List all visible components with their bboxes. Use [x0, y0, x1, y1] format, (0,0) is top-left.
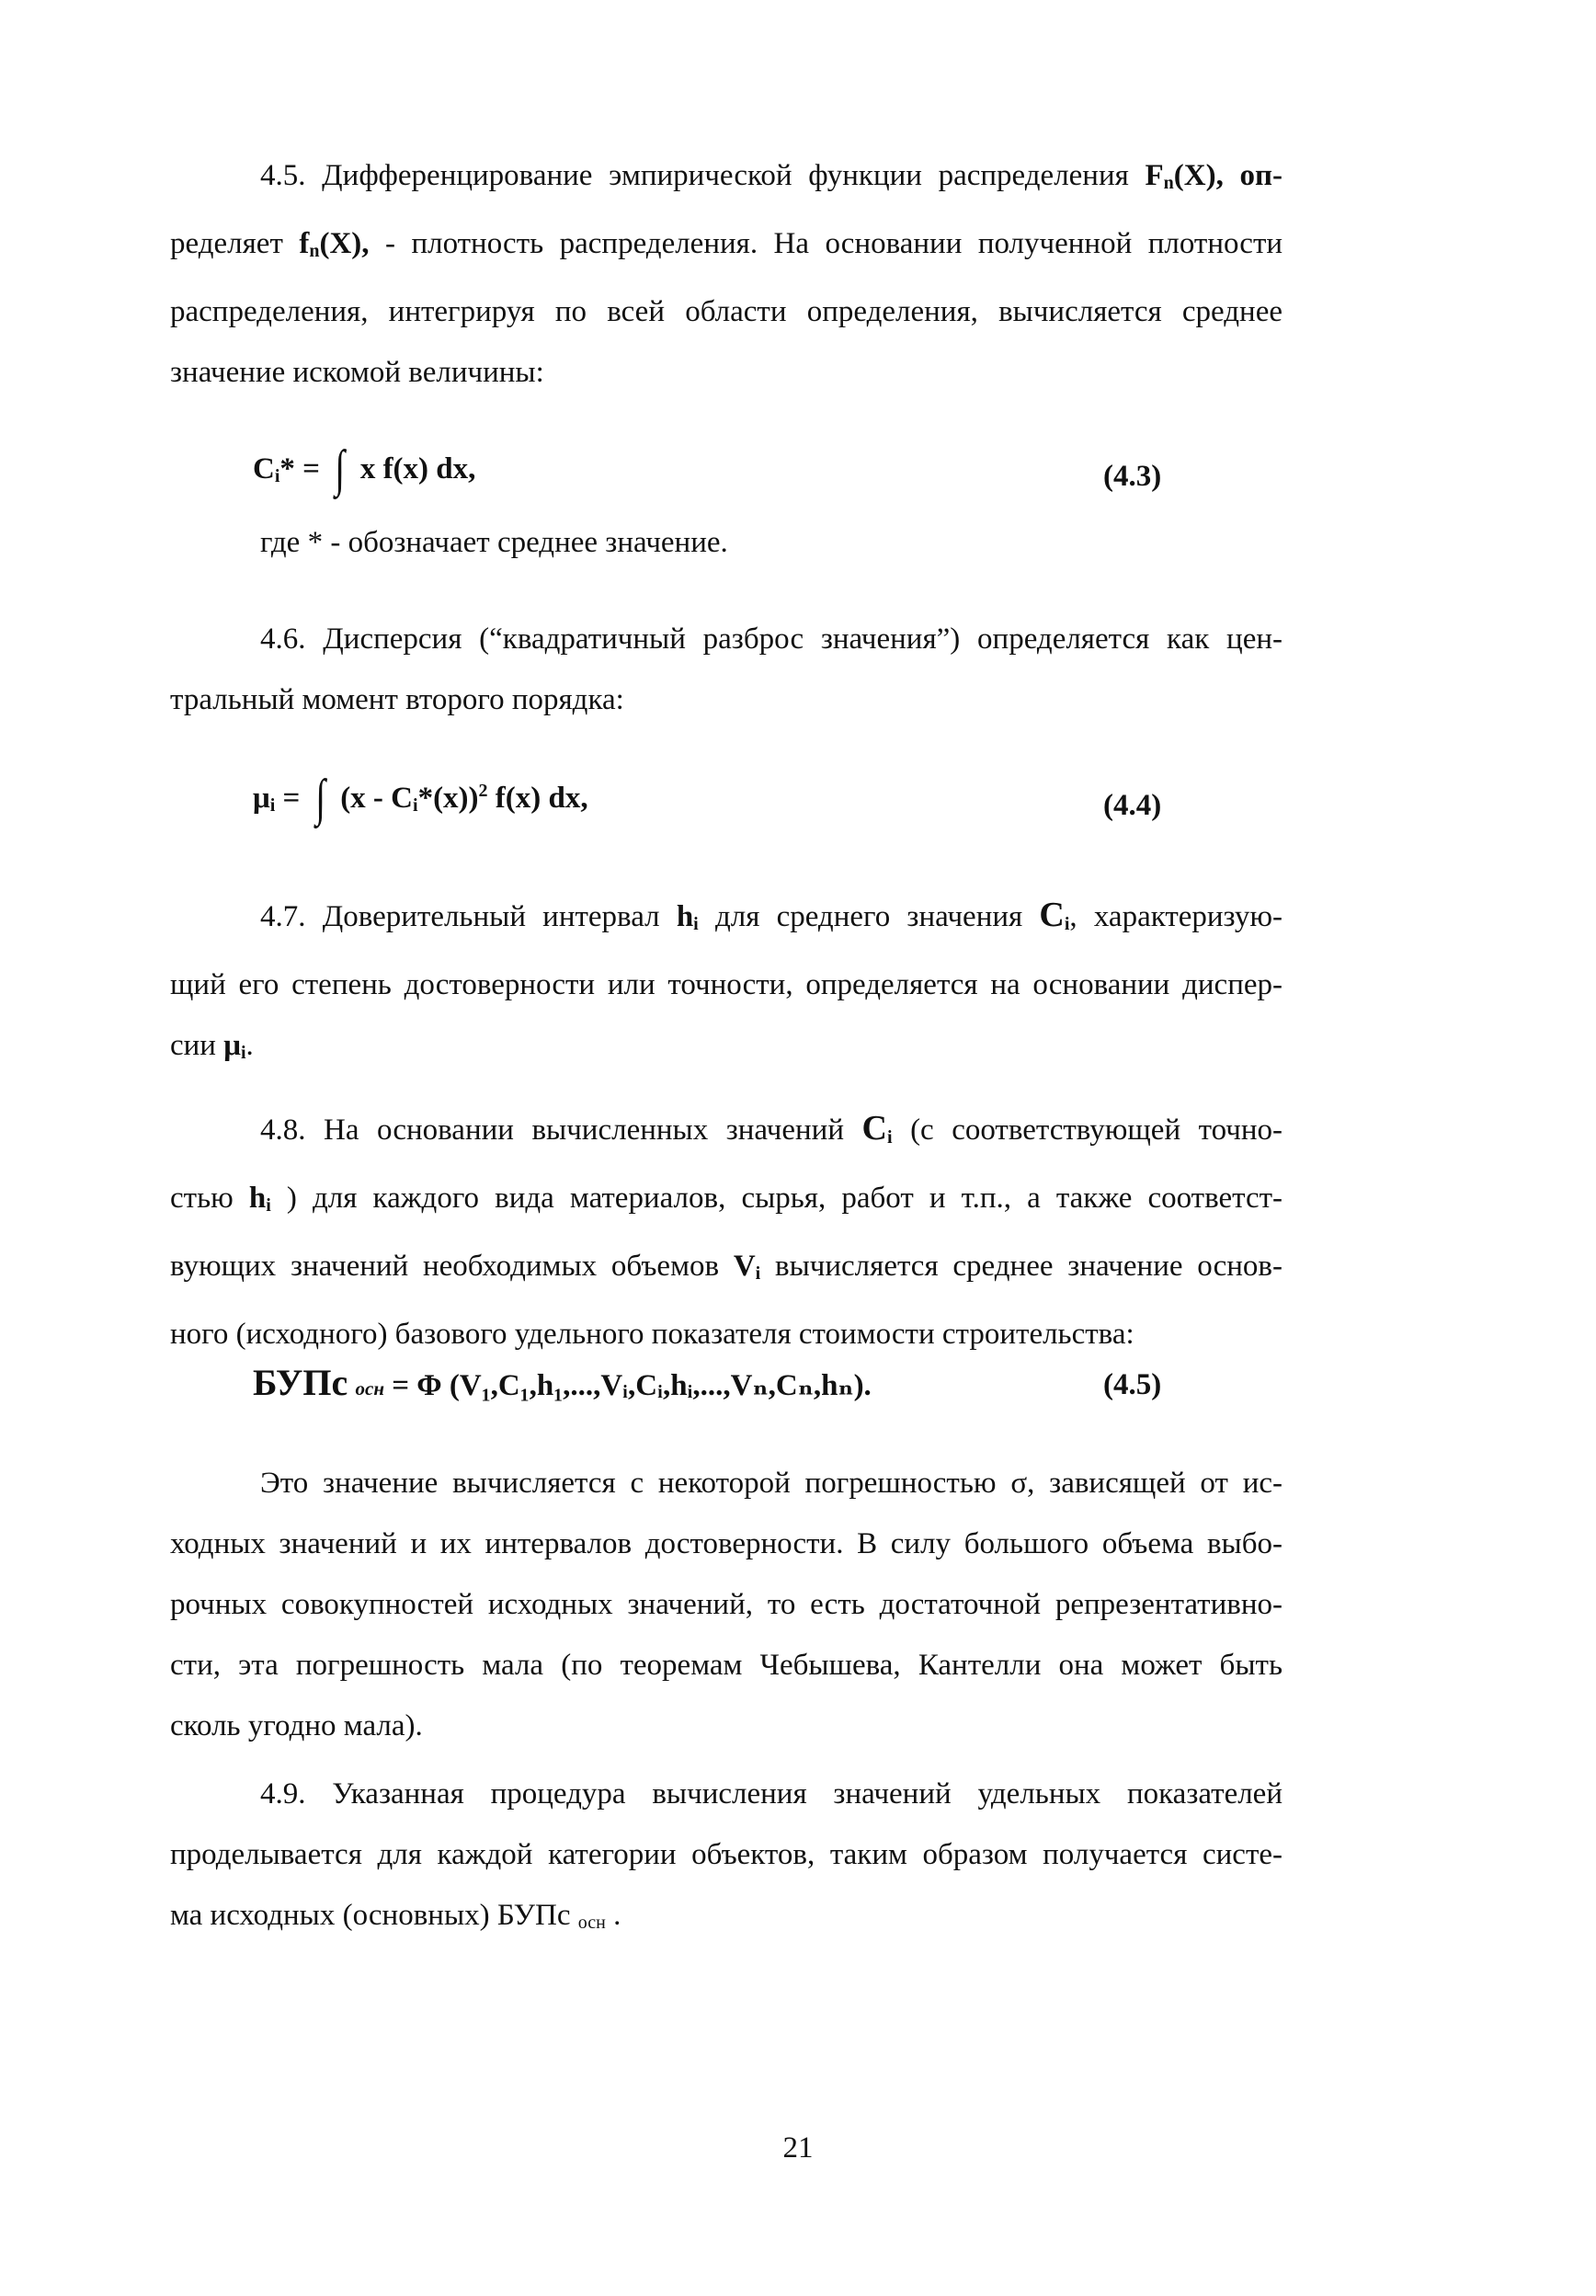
paragraph-error: [170, 1453, 1282, 1756]
paragraph-4-5: [170, 145, 1282, 403]
equation-4-3: $C_i*$ = ∫ x f(x) dx,: [253, 440, 476, 497]
equation-number: (4.5): [1103, 1368, 1162, 1401]
where-note: где * - обозначает среднее значение.: [260, 526, 728, 559]
page-number: 21: [782, 2131, 814, 2165]
text-line: проделывается для каждой категории объектов, таким образом получается систе-: [170, 1838, 1282, 1871]
paragraph-4-8: [170, 1098, 1282, 1365]
integral-sign: ∫: [314, 770, 325, 827]
equation-number: (4.3): [1103, 460, 1162, 493]
equation-number: (4.4): [1103, 789, 1162, 822]
text-line: сти, эта погрешность мала (по теоремам Чебышева, Кантелли она может быть: [170, 1649, 1282, 1682]
integral-sign: ∫: [335, 440, 346, 497]
text-line: ределяет $f_n(X)$, - плотность распределения. На основании полученной плотности: [170, 227, 1283, 261]
text-line: рочных совокупностей исходных значений, то есть достаточной репрезентативно-: [170, 1588, 1282, 1621]
text-line: 4.5. Дифференцирование эмпирической функции распределения $F_n(X)$, оп-: [260, 159, 1282, 193]
text-line: 4.9. Указанная процедура вычисления значений удельных показателей: [260, 1777, 1282, 1811]
text-line: сколь угодно мала).: [170, 1709, 423, 1742]
text-line: сии $\mu_i$.: [170, 1029, 254, 1063]
text-line: 4.6. Дисперсия (“квадратичный разброс значения”) определяется как цен-: [260, 623, 1282, 656]
equation-4-5: БУПс осн = Φ (V₁,C₁,h₁,...,Vᵢ,Cᵢ,hᵢ,...,Vₙ,Cₙ,hₙ).: [253, 1362, 872, 1403]
text-line: вующих значений необходимых объемов $V_i$ вычисляется среднее значение основ-: [170, 1250, 1282, 1284]
text-line: 4.7. Доверительный интервал $h_i$ для среднего значения $C_i$, характеризую-: [260, 896, 1283, 934]
text-line: ма исходных (основных) БУПс $_{осн}$ .: [170, 1899, 621, 1933]
text-line: тральный момент второго порядка:: [170, 683, 624, 716]
text-line: щий его степень достоверности или точности, определяется на основании диспер-: [170, 968, 1282, 1001]
text-line: значение искомой величины:: [170, 356, 544, 389]
paragraph-4-7: [170, 885, 1282, 1083]
paragraph-4-9: [170, 1764, 1282, 1953]
text-line: ходных значений и их интервалов достоверности. В силу большого объема выбо-: [170, 1527, 1282, 1560]
equation-4-4: $\mu_i$ = ∫ $(x - C_i*(x))^2$ f(x) dx,: [253, 770, 588, 827]
text-line: распределения, интегрируя по всей области определения, вычисляется среднее: [170, 295, 1282, 328]
text-line: ного (исходного) базового удельного показателя стоимости строительства:: [170, 1318, 1134, 1351]
text-line: стью $h_i$ ) для каждого вида материалов, сырья, работ и т.п., а также соответст-: [170, 1182, 1283, 1216]
text-line: Это значение вычисляется с некоторой погрешностью σ, зависящей от ис-: [260, 1467, 1282, 1500]
text-line: 4.8. На основании вычисленных значений $C_i$ (с соответствующей точно-: [260, 1109, 1283, 1148]
paragraph-4-6: [170, 609, 1282, 730]
